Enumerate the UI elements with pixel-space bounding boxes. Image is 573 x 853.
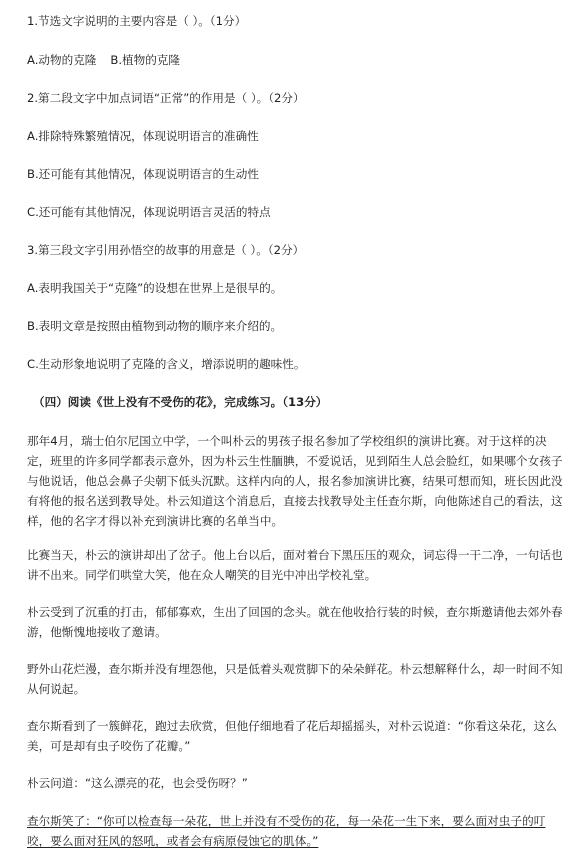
paragraph-5: 查尔斯看到了一簇鲜花，跑过去欣赏，但他仔细地看了花后却摇摇头，对朴云说道：“你看这朵花，这么美，可是却有虫子咬伤了花瓣。” [27, 719, 558, 753]
paragraph-4: 野外山花烂漫，查尔斯并没有埋怨他，只是低着头观赏脚下的朵朵鲜花。朴云想解释什么，却一时间不知从何说起。 [27, 662, 563, 696]
question-2-stem: 2.第二段文字中加点词语“正常”的作用是（ ）。（2分） [27, 91, 305, 105]
question-2-option-a: A.排除特殊繁殖情况，体现说明语言的准确性 [27, 129, 259, 143]
option-b: B.植物的克隆 [110, 53, 180, 67]
section-heading: （四）阅读《世上没有不受伤的花》，完成练习。（13分） [33, 395, 328, 409]
question-2-option-c: C.还可能有其他情况，体现说明语言灵活的特点 [27, 205, 271, 219]
question-3-stem: 3.第三段文字引用孙悟空的故事的用意是（ ）。（2分） [27, 243, 305, 257]
paragraph-1: 那年4月，瑞士伯尔尼国立中学，一个叫朴云的男孩子报名参加了学校组织的演讲比赛。对于这样的决定，班里的许多同学都表示意外，因为朴云生性腼腆，不爱说话，见到陌生人总会脸红，如果哪个女孩子与他说话，他总会鼻子尖朝下低头沉默。这样内向的人，报名参加演讲比赛，结果可想而知，班长因此没有将他的报名送到教导处。朴云知道这个消息后，直接去找教导处主任查尔斯，向他陈述自己的看法，这样，他的名字才得以补充到演讲比赛的名单当中。 [27, 434, 563, 528]
question-3-option-c: C.生动形象地说明了克隆的含义，增添说明的趣味性。 [27, 357, 306, 371]
paragraph-6: 朴云问道：“这么漂亮的花，也会受伤呀？” [27, 776, 248, 790]
question-1-stem: 1.节选文字说明的主要内容是（ ）。（1分） [27, 14, 247, 28]
question-1-options [27, 50, 567, 70]
question-3-option-b: B.表明文章是按照由植物到动物的顺序来介绍的。 [27, 319, 283, 333]
paragraph-7: 查尔斯笑了：“你可以检查每一朵花，世上并没有不受伤的花，每一朵花一生下来，要么面对虫子的叮咬，要么面对狂风的怒吼，或者会有病原侵蚀它的肌体。” [27, 814, 546, 848]
paragraph-2: 比赛当天，朴云的演讲却出了岔子。他上台以后，面对着台下黑压压的观众，词忘得一干二净，一句话也讲不出来。同学们哄堂大笑，他在众人嘲笑的目光中冲出学校礼堂。 [27, 548, 563, 582]
option-a: A.动物的克隆 [27, 53, 97, 67]
question-3-option-a: A.表明我国关于“克隆”的设想在世界上是很早的。 [27, 281, 283, 295]
question-2-option-b: B.还可能有其他情况，体现说明语言的生动性 [27, 167, 259, 181]
paragraph-3: 朴云受到了沉重的打击，郁郁寡欢，生出了回国的念头。就在他收拾行装的时候，查尔斯邀请他去郊外春游，他惭愧地接收了邀请。 [27, 605, 563, 639]
